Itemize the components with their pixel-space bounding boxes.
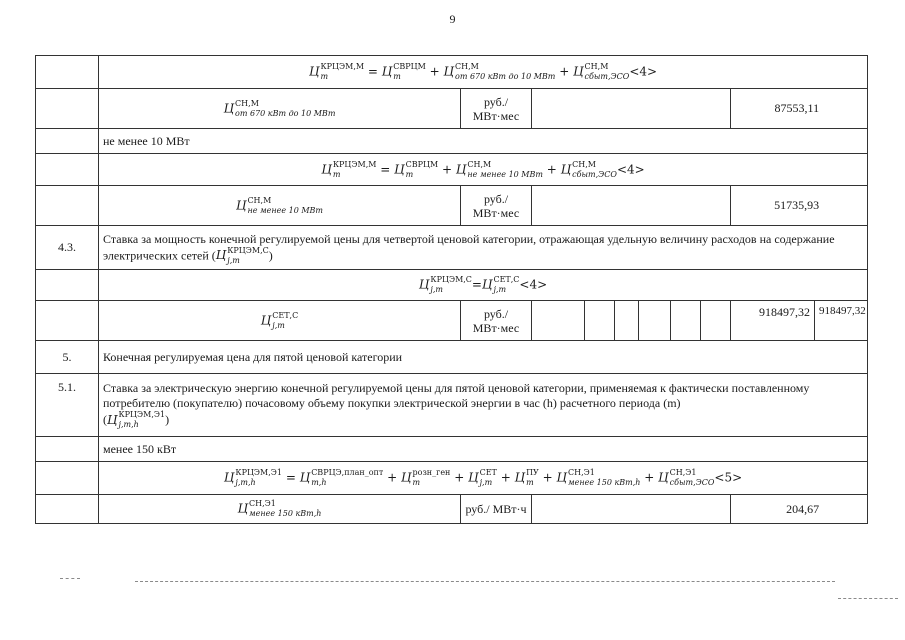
value: 918497,32 [815, 301, 868, 341]
formula-row [36, 270, 868, 301]
value: 204,67 [731, 495, 868, 524]
section-number: 4.3. [36, 226, 99, 270]
reference-mark: <4> [629, 64, 658, 79]
reference-mark: <4> [519, 277, 548, 292]
symbol: Ц СН,Э1 менее 150 кВт,h [99, 495, 461, 524]
formula: Ц КРЦЭМ,М m = Ц СВРЦМ m + Ц СН,М от 670 кВт до 10 МВт + Ц СН,М сбыт,ЭСО <4> [99, 56, 868, 89]
unit: руб./ МВт·ч [461, 495, 532, 524]
section-row-5-1 [36, 374, 868, 437]
formula-row [36, 154, 868, 186]
section-text: Ставка за электрическую энергию конечной регулируемой цены для пятой ценовой категории, применяемая к фактически поставленному потребителю (покупателю) почасовому объему покупки электрической энергии в час (h) расчетного периода (m) (Ц КРЦЭМ,Э1 j,m,h ) [99, 374, 868, 437]
value-row [36, 301, 868, 341]
subheading: менее 150 кВт [99, 437, 868, 462]
value-row [36, 89, 868, 129]
value-row [36, 186, 868, 226]
reference-mark: <5> [714, 470, 743, 485]
value: 87553,11 [731, 89, 868, 129]
formula: Ц КРЦЭМ,М m = Ц СВРЦМ m + Ц СН,М не менее 10 МВт + Ц СН,М сбыт,ЭСО <4> [99, 154, 868, 186]
page-number: 9 [449, 12, 456, 26]
unit: руб./ МВт·мес [461, 89, 532, 129]
formula-row [36, 56, 868, 89]
value: 918497,32 [731, 301, 815, 341]
section-text: Конечная регулируемая цена для пятой ценовой категории [99, 341, 868, 374]
reference-mark: <4> [616, 162, 645, 176]
subheading-row [36, 129, 868, 154]
formula: Ц КРЦЭМ,Э1 j,m,h = Ц СВРЦЭ,план_опт m,h + Ц розн_ген m + Ц СЕТ j,m + Ц ПУ m + Ц СН,Э1 менее 150 кВт,h + Ц СН,Э1 сбыт,ЭСО <5> [99, 462, 868, 495]
unit: руб./ МВт·мес [461, 301, 532, 341]
symbol: Ц СЕТ,С j,m [99, 301, 461, 341]
scan-artifact-line [135, 581, 835, 582]
formula: Ц КРЦЭМ,С j,m =Ц СЕТ,С j,m <4> [99, 270, 868, 301]
symbol: Ц СН,М от 670 кВт до 10 МВт [99, 89, 461, 129]
scan-artifact-line [60, 578, 80, 579]
section-number: 5.1. [36, 374, 99, 437]
value: 51735,93 [731, 186, 868, 226]
section-row-4-3 [36, 226, 868, 270]
section-row-5 [36, 341, 868, 374]
subheading: не менее 10 МВт [99, 129, 868, 154]
symbol: Ц СН,М не менее 10 МВт [99, 186, 461, 226]
formula-row [36, 462, 868, 495]
value-row [36, 495, 868, 524]
subheading-row [36, 437, 868, 462]
section-text: Ставка за мощность конечной регулируемой цены для четвертой ценовой категории, отражающая удельную величину расходов на содержание электрических сетей (Ц КРЦЭМ,С j,m ) [99, 226, 868, 270]
tariff-table [35, 55, 868, 524]
unit: руб./ МВт·мес [461, 186, 532, 226]
scan-artifact-line [838, 598, 898, 599]
section-number: 5. [36, 341, 99, 374]
